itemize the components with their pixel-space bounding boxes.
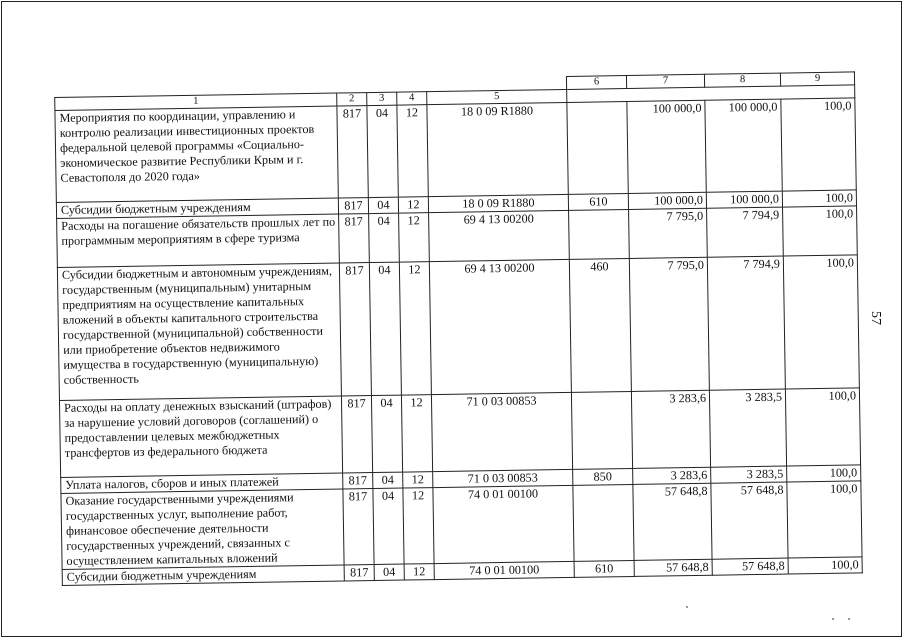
row-section: 04 <box>371 395 402 472</box>
row-target-article: 71 0 03 00853 <box>431 392 572 471</box>
row-expense-type: 610 <box>574 560 634 577</box>
row-planned: 7 795,0 <box>629 257 709 391</box>
row-grbs: 817 <box>343 489 374 565</box>
row-executed: 57 648,8 <box>711 482 788 559</box>
scan-speck <box>848 618 850 620</box>
row-subsection: 12 <box>399 213 430 262</box>
row-grbs: 817 <box>344 565 374 581</box>
row-planned: 100 000,0 <box>628 192 706 209</box>
row-planned: 3 283,6 <box>631 390 710 468</box>
row-name: Расходы на погашение обязательств прошлых лет по программным мероприятиям в сфере туризма <box>57 214 340 267</box>
header-col-4: 4 <box>397 92 427 105</box>
row-executed: 7 794,9 <box>707 207 784 257</box>
row-section: 04 <box>369 262 401 395</box>
row-name: Мероприятия по координации, управлению и контролю реализации инвестиционных проектов федеральной целевой программы «Социально-экономическое развитие Республики Крым и г. Севастополя до 2020 года» <box>55 106 338 202</box>
row-subsection: 12 <box>404 564 434 580</box>
row-executed: 7 794,9 <box>707 256 785 390</box>
scan-speck <box>686 606 688 608</box>
row-percent: 100,0 <box>787 481 862 558</box>
row-expense-type: 850 <box>573 468 633 485</box>
row-section: 04 <box>373 472 403 488</box>
row-target-article: 74 0 01 00100 <box>434 561 574 579</box>
row-percent: 100,0 <box>783 206 858 256</box>
row-percent: 100,0 <box>785 388 860 466</box>
row-grbs: 817 <box>343 473 373 489</box>
header-col-3: 3 <box>367 92 397 105</box>
row-percent: 100,0 <box>787 465 861 482</box>
header-col-9: 9 <box>780 72 854 86</box>
row-percent: 100,0 <box>782 190 856 207</box>
row-grbs: 817 <box>341 396 372 473</box>
budget-table-container <box>54 71 862 584</box>
table-row <box>61 481 862 570</box>
table-row <box>55 98 856 203</box>
row-section: 04 <box>368 197 398 213</box>
row-grbs: 817 <box>339 263 371 396</box>
budget-table <box>54 71 863 586</box>
row-subsection: 12 <box>403 472 433 488</box>
row-grbs: 817 <box>338 198 368 214</box>
row-subsection: 12 <box>398 197 428 213</box>
row-name: Оказание государственными учреждениями государственных услуг, выполнение работ, финансовое обеспечение деятельности государственных учреждений, связанных с осуществлением капитальных вложений <box>61 489 344 569</box>
row-target-article: 18 0 09 R1880 <box>427 102 568 196</box>
row-expense-type <box>571 391 632 469</box>
header-col-8: 8 <box>704 73 780 87</box>
row-section: 04 <box>373 488 404 564</box>
header-col-2: 2 <box>337 93 367 106</box>
row-subsection: 12 <box>401 395 432 472</box>
table-row <box>59 388 860 478</box>
row-planned: 57 648,8 <box>634 559 712 576</box>
row-grbs: 817 <box>337 106 368 198</box>
row-planned: 100 000,0 <box>627 100 706 193</box>
row-expense-type: 460 <box>569 258 631 392</box>
row-expense-type: 610 <box>568 193 628 210</box>
header-col-6: 6 <box>566 76 626 90</box>
row-percent: 100,0 <box>788 557 862 574</box>
row-planned: 57 648,8 <box>633 483 712 560</box>
row-expense-type <box>567 102 628 195</box>
row-name: Субсидии бюджетным учреждениям <box>62 565 344 585</box>
row-target-article: 18 0 09 R1880 <box>428 194 568 212</box>
row-percent: 100,0 <box>783 255 859 389</box>
row-subsection: 12 <box>403 488 434 564</box>
row-subsection: 12 <box>397 105 428 197</box>
row-name: Уплата налогов, сборов и иных платежей <box>61 473 343 493</box>
row-target-article: 69 4 13 00200 <box>429 210 570 261</box>
row-target-article: 69 4 13 00200 <box>429 259 571 394</box>
page-number: 57 <box>868 311 883 325</box>
scan-speck <box>832 618 834 620</box>
row-executed: 100 000,0 <box>705 99 782 192</box>
row-section: 04 <box>369 213 400 262</box>
row-name: Субсидии бюджетным и автономным учреждениям, государственным (муниципальным) унитарным предприятиям на осуществление капитальных вложений в объекты капитального строительства государственной (муниципальной) собственности или приобретение объектов недвижимого имущества в государственную (муниципальную) собственность <box>57 263 341 400</box>
row-section: 04 <box>374 564 404 580</box>
row-name: Расходы на оплату денежных взысканий (штрафов) за нарушение условий договоров (соглашений) о предоставлении целевых межбюджетных трансфертов из федерального бюджета <box>59 396 342 477</box>
row-executed: 57 648,8 <box>712 558 788 575</box>
header-col-7: 7 <box>626 74 704 88</box>
row-section: 04 <box>367 105 398 197</box>
row-grbs: 817 <box>339 214 370 263</box>
row-expense-type <box>569 209 630 259</box>
row-executed: 3 283,5 <box>711 466 787 483</box>
row-expense-type <box>573 484 634 561</box>
row-percent: 100,0 <box>781 98 856 191</box>
header-col-1: 1 <box>55 93 337 110</box>
row-planned: 7 795,0 <box>629 208 708 258</box>
row-executed: 3 283,5 <box>709 389 786 467</box>
row-executed: 100 000,0 <box>706 191 782 208</box>
row-target-article: 74 0 01 00100 <box>433 485 574 563</box>
row-subsection: 12 <box>399 262 431 395</box>
row-planned: 3 283,6 <box>633 467 711 484</box>
table-row <box>57 255 859 401</box>
row-target-article: 71 0 03 00853 <box>433 469 573 487</box>
row-name: Субсидии бюджетным учреждениям <box>56 198 338 218</box>
header-col-5: 5 <box>427 89 567 104</box>
